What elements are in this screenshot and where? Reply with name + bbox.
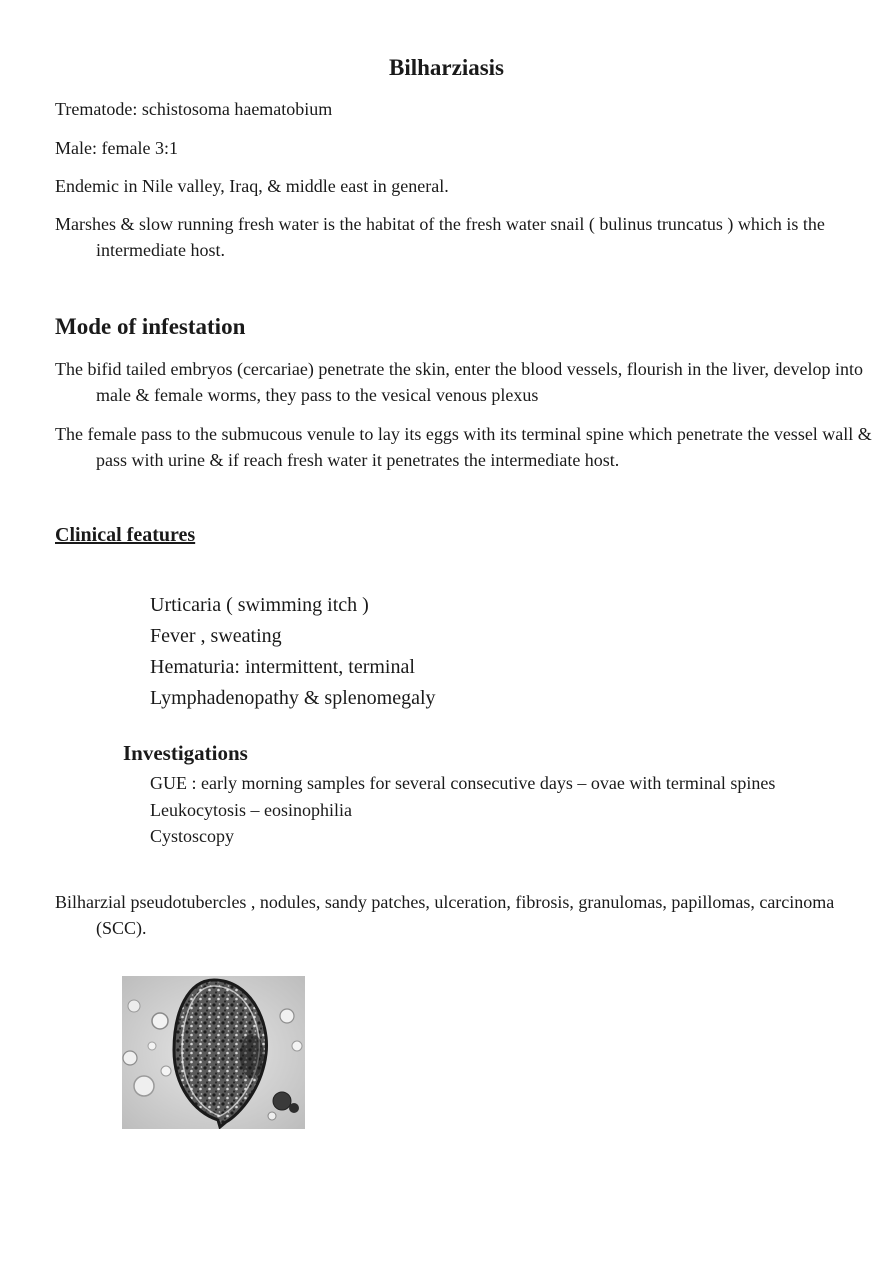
clinical-item: Lymphadenopathy & splenomegaly	[150, 687, 436, 709]
investigations-heading: Investigations	[123, 741, 248, 765]
mode-paragraph-1: The bifid tailed embryos (cercariae) penetrate the skin, enter the blood vessels, flourish in the liver, develop into male & female worms, they pass to the vesical venous plexus	[55, 359, 864, 405]
investigation-item: Leukocytosis – eosinophilia	[150, 799, 352, 820]
intro-endemic: Endemic in Nile valley, Iraq, & middle east in general.	[55, 176, 449, 196]
investigations-list	[150, 770, 830, 850]
schistosoma-egg-micrograph-icon	[122, 976, 305, 1129]
clinical-item: Fever , sweating	[150, 625, 282, 647]
intro-habitat: Marshes & slow running fresh water is the habitat of the fresh water snail ( bulinus truncatus ) which is the intermediate host.	[55, 214, 825, 260]
investigation-item: GUE : early morning samples for several consecutive days – ovae with terminal spines	[150, 773, 776, 793]
page-title: Bilharziasis	[388, 55, 504, 80]
clinical-list	[150, 590, 436, 714]
mode-heading: Mode of infestation	[55, 314, 246, 339]
cystoscopy-findings: Bilharzial pseudotubercles , nodules, sandy patches, ulceration, fibrosis, granulomas, papillomas, carcinoma (SCC).	[55, 892, 835, 938]
clinical-item: Hematuria: intermittent, terminal	[150, 656, 415, 678]
clinical-heading: Clinical features	[55, 524, 196, 546]
intro-trematode: Trematode: schistosoma haematobium	[55, 99, 333, 119]
clinical-item: Urticaria ( swimming itch )	[150, 594, 369, 616]
investigation-item: Cystoscopy	[150, 826, 235, 846]
mode-paragraph-2: The female pass to the submucous venule to lay its eggs with its terminal spine which penetrate the vessel wall & pass with urine & if reach fresh water it penetrates the intermediate host.	[55, 424, 872, 470]
intro-sex-ratio: Male: female 3:1	[55, 138, 178, 158]
